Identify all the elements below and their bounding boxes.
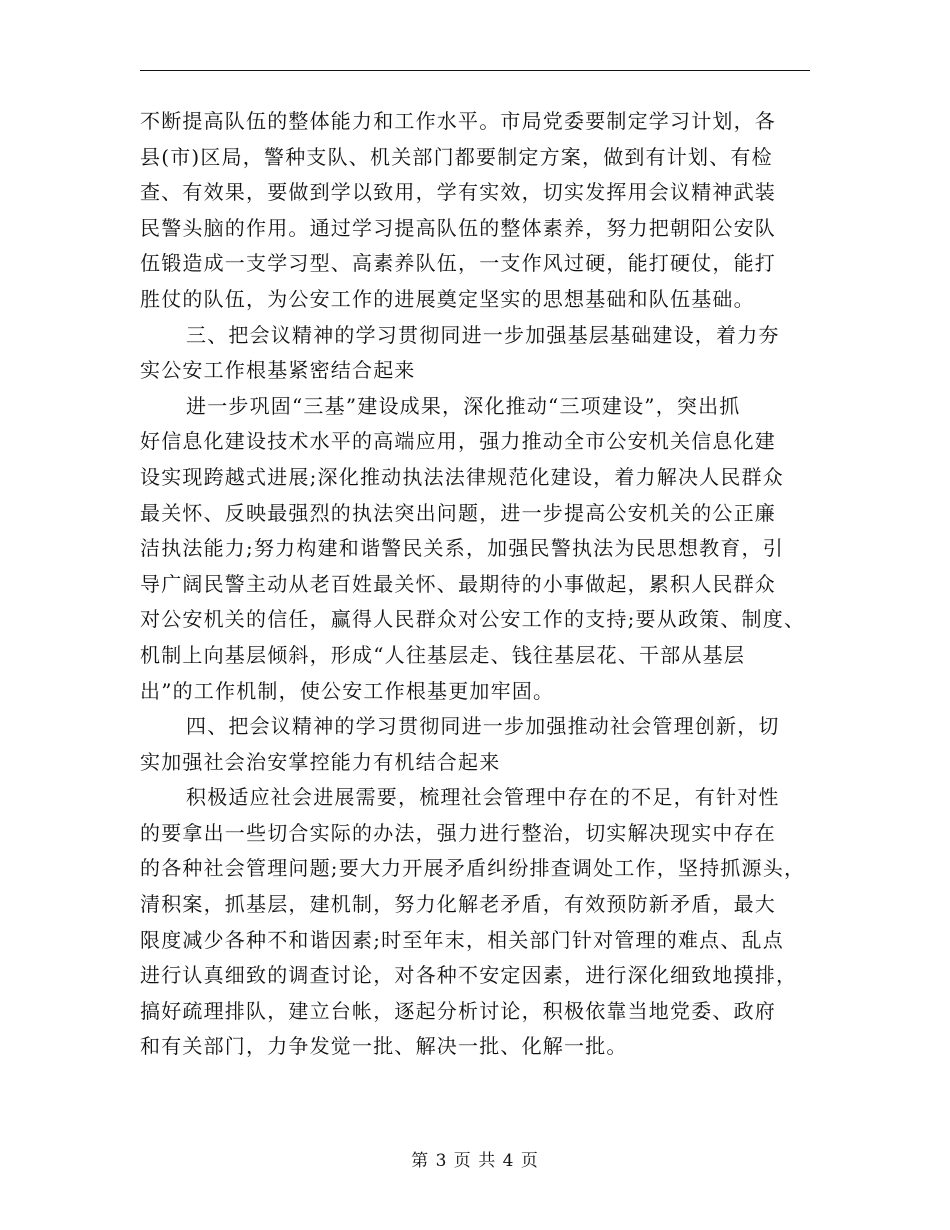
text-line: 设实现跨越式进展;深化推动执法法律规范化建设，着力解决人民群众 <box>140 464 784 489</box>
text-line: 搞好疏理排队，建立台帐，逐起分析讨论，积极依靠当地党委、政府 <box>140 998 776 1023</box>
text-line: 积极适应社会进展需要，梳理社会管理中存在的不足，有针对性 <box>186 785 780 810</box>
text-line: 县(市)区局，警种支队、机关部门都要制定方案，做到有计划、有检 <box>140 144 773 169</box>
text-line: 不断提高队伍的整体能力和工作水平。市局党委要制定学习计划，各 <box>140 109 776 133</box>
page-footer: 第 3 页 共 4 页 <box>411 1151 539 1171</box>
text-line: 对公安机关的信任，赢得人民群众对公安工作的支持;要从政策、制度、 <box>140 607 806 632</box>
text-line: 胜仗的队伍，为公安工作的进展奠定坚实的思想基础和队伍基础。 <box>140 286 755 311</box>
text-line: 最关怀、反映最强烈的执法突出问题，进一步提高公安机关的公正廉 <box>140 500 776 525</box>
text-line: 实公安工作根基紧密结合起来 <box>140 358 416 383</box>
text-line: 三、把会议精神的学习贯彻同进一步加强基层基础建设，着力夯 <box>186 322 780 347</box>
text-line: 的各种社会管理问题;要大力开展矛盾纠纷排查调处工作，坚持抓源头， <box>140 856 806 881</box>
text-line: 限度减少各种不和谐因素;时至年末，相关部门针对管理的难点、乱点 <box>140 927 784 952</box>
text-line: 实加强社会治安掌控能力有机结合起来 <box>140 749 501 774</box>
header-rule <box>140 70 810 71</box>
text-line: 清积案，抓基层，建机制，努力化解老矛盾，有效预防新矛盾，最大 <box>140 892 776 917</box>
text-line: 进行认真细致的调查讨论，对各种不安定因素，进行深化细致地摸排， <box>140 963 798 988</box>
text-line: 机制上向基层倾斜，形成“人往基层走、钱往基层花、干部从基层 <box>140 642 746 667</box>
text-line: 洁执法能力;努力构建和谐警民关系，加强民警执法为民思想教育，引 <box>140 536 784 561</box>
text-line: 的要拿出一些切合实际的办法，强力进行整治，切实解决现实中存在 <box>140 820 776 845</box>
text-line: 民警头脑的作用。通过学习提高队伍的整体素养，努力把朝阳公安队 <box>140 215 776 240</box>
text-line: 好信息化建设技术水平的高端应用，强力推动全市公安机关信息化建 <box>140 429 776 454</box>
text-line: 查、有效果，要做到学以致用，学有实效，切实发挥用会议精神武装 <box>140 180 776 205</box>
text-line: 四、把会议精神的学习贯彻同进一步加强推动社会管理创新，切 <box>186 714 780 739</box>
text-line: 和有关部门，力争发觉一批、解决一批、化解一批。 <box>140 1034 628 1059</box>
text-line: 进一步巩固“三基”建设成果，深化推动“三项建设”，突出抓 <box>186 393 741 418</box>
document-body <box>140 104 810 1065</box>
text-line: 伍锻造成一支学习型、高素养队伍，一支作风过硬，能打硬仗，能打 <box>140 251 776 276</box>
text-line: 导广阔民警主动从老百姓最关怀、最期待的小事做起，累积人民群众 <box>140 571 776 596</box>
text-line: 出”的工作机制，使公安工作根基更加牢固。 <box>140 678 555 703</box>
